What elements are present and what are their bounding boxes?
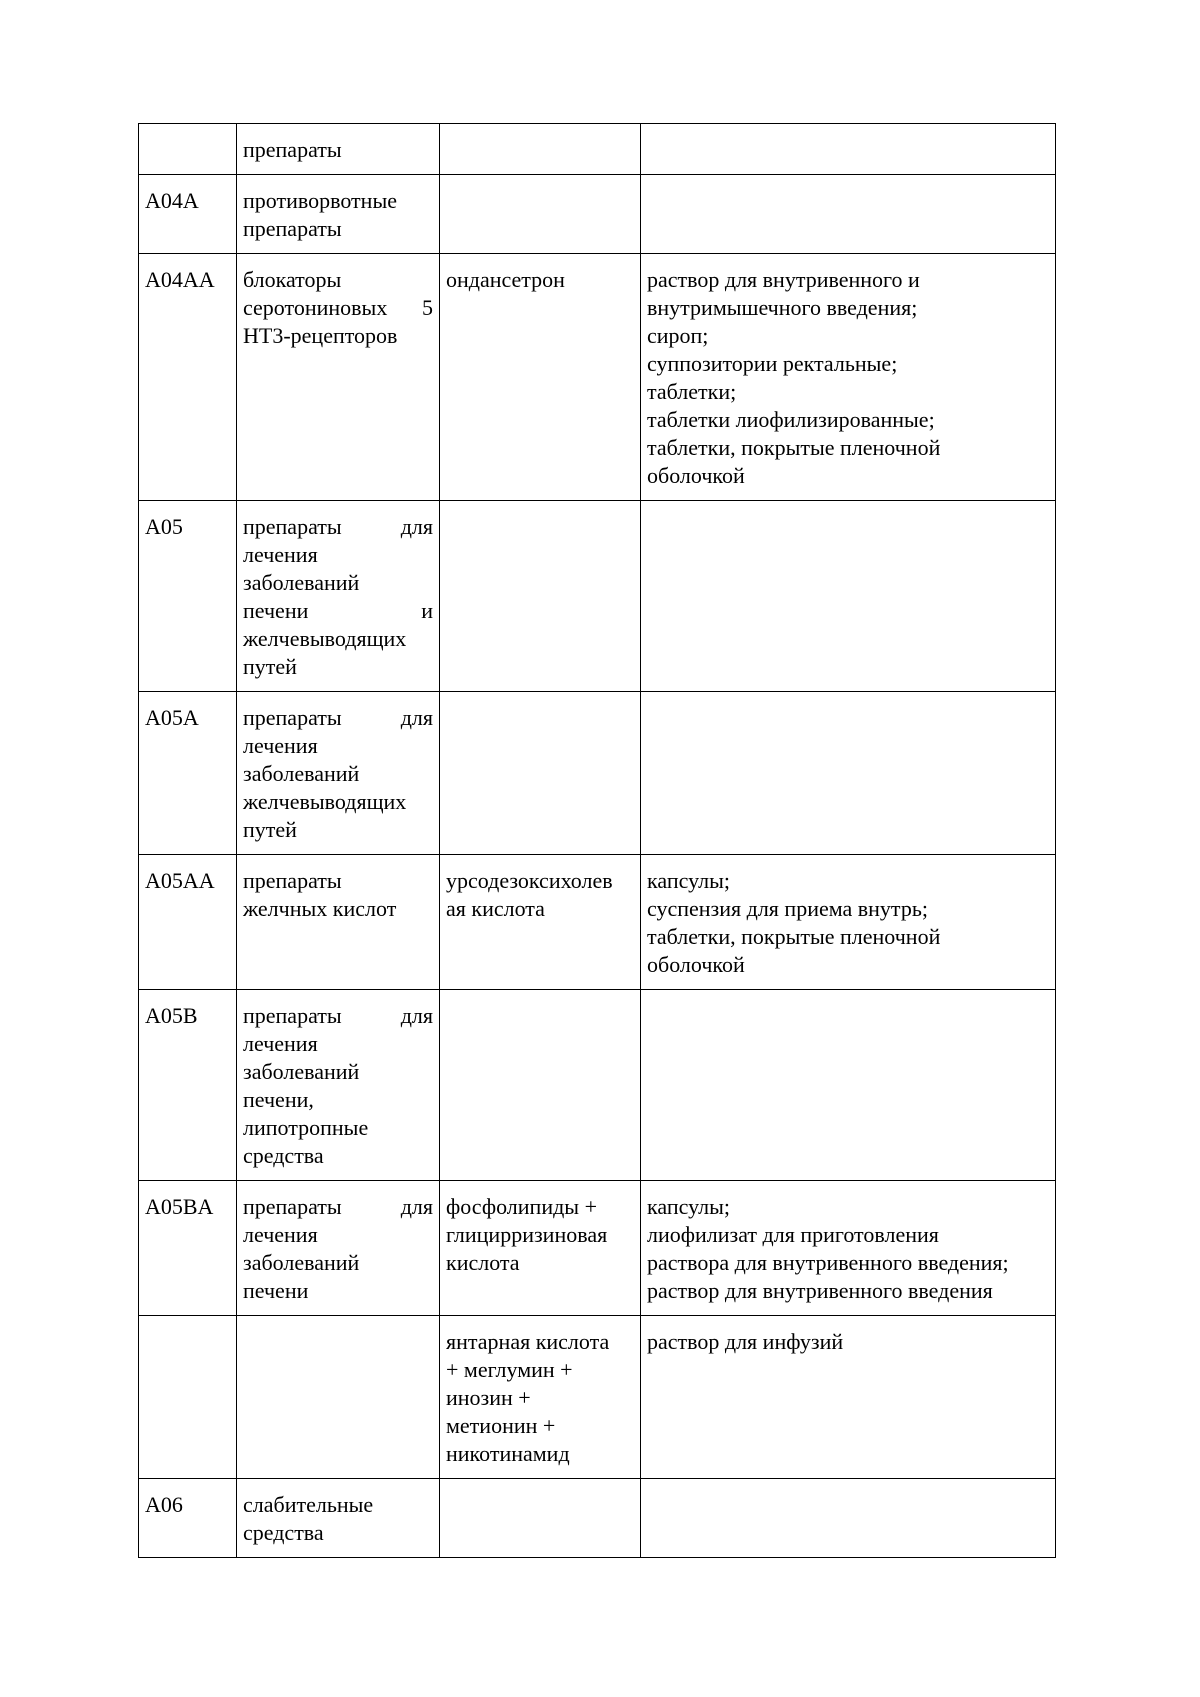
group-text-line: заболеваний	[243, 761, 360, 786]
drug-substance-cell: фосфолипиды + глицирризиновая кислота	[440, 1181, 641, 1316]
group-text-line: заболеваний	[243, 1250, 360, 1275]
drug-table	[138, 123, 1056, 1558]
dosage-form-cell	[641, 501, 1056, 692]
dosage-form-cell: капсулы; лиофилизат для приготовления раствора для внутривенного введения; раствор для внутривенного введения	[641, 1181, 1056, 1316]
drug-substance-cell	[440, 692, 641, 855]
anatomical-therapeutic-group-cell	[237, 254, 440, 501]
group-text-line: путей	[243, 817, 297, 842]
drug-substance-cell	[440, 990, 641, 1181]
atc-code-cell: A05BA	[139, 1181, 237, 1316]
atc-code-cell: A04A	[139, 175, 237, 254]
table-row	[139, 175, 1056, 254]
group-text-line: препараты для	[243, 1003, 433, 1028]
table-row	[139, 855, 1056, 990]
table-row	[139, 990, 1056, 1181]
group-text-line: лечения	[243, 733, 318, 758]
anatomical-therapeutic-group-cell	[237, 1181, 440, 1316]
atc-code-cell	[139, 124, 237, 175]
group-text-line: лечения	[243, 1222, 318, 1247]
atc-code-cell: A06	[139, 1479, 237, 1558]
group-text-line: печени	[243, 1278, 309, 1303]
table-row	[139, 1316, 1056, 1479]
dosage-form-cell	[641, 124, 1056, 175]
atc-code-cell	[139, 1316, 237, 1479]
group-text-line: HT3-рецепторов	[243, 323, 398, 348]
group-text-line: заболеваний	[243, 570, 360, 595]
dosage-form-cell: раствор для внутривенного и внутримышечного введения; сироп; суппозитории ректальные; таблетки; таблетки лиофилизированные; таблетки, покрытые пленочной оболочкой	[641, 254, 1056, 501]
anatomical-therapeutic-group-cell: препараты желчных кислот	[237, 855, 440, 990]
anatomical-therapeutic-group-cell: препараты	[237, 124, 440, 175]
group-text-line: лечения	[243, 1031, 318, 1056]
group-text-line: печени и	[243, 598, 433, 623]
drug-substance-cell	[440, 175, 641, 254]
anatomical-therapeutic-group-cell	[237, 501, 440, 692]
atc-code-cell: A04AA	[139, 254, 237, 501]
group-text-line: препараты для	[243, 705, 433, 730]
anatomical-therapeutic-group-cell	[237, 1316, 440, 1479]
group-text-line: печени,	[243, 1087, 314, 1112]
table-row	[139, 692, 1056, 855]
table-body	[139, 124, 1056, 1558]
group-text-line: препараты для	[243, 1194, 433, 1219]
table-row	[139, 1181, 1056, 1316]
dosage-form-cell: капсулы; суспензия для приема внутрь; таблетки, покрытые пленочной оболочкой	[641, 855, 1056, 990]
dosage-form-cell	[641, 175, 1056, 254]
dosage-form-cell: раствор для инфузий	[641, 1316, 1056, 1479]
drug-substance-cell: ондансетрон	[440, 254, 641, 501]
group-text-line: желчевыводящих	[243, 789, 407, 814]
group-text-line: путей	[243, 654, 297, 679]
table-row	[139, 124, 1056, 175]
atc-code-cell: A05	[139, 501, 237, 692]
group-text-line: заболеваний	[243, 1059, 360, 1084]
group-text-line: блокаторы	[243, 267, 342, 292]
drug-substance-cell	[440, 501, 641, 692]
group-text-line: желчевыводящих	[243, 626, 407, 651]
anatomical-therapeutic-group-cell	[237, 692, 440, 855]
group-text-line: лечения	[243, 542, 318, 567]
atc-code-cell: A05A	[139, 692, 237, 855]
table-row	[139, 501, 1056, 692]
table-row	[139, 1479, 1056, 1558]
group-text-line: препараты для	[243, 514, 433, 539]
dosage-form-cell	[641, 1479, 1056, 1558]
anatomical-therapeutic-group-cell	[237, 990, 440, 1181]
anatomical-therapeutic-group-cell: слабительные средства	[237, 1479, 440, 1558]
atc-code-cell: A05B	[139, 990, 237, 1181]
dosage-form-cell	[641, 990, 1056, 1181]
dosage-form-cell	[641, 692, 1056, 855]
anatomical-therapeutic-group-cell: противорвотные препараты	[237, 175, 440, 254]
drug-substance-cell: урсодезоксихолев ая кислота	[440, 855, 641, 990]
group-text-line: липотропные	[243, 1115, 369, 1140]
drug-substance-cell: янтарная кислота + меглумин + инозин + метионин + никотинамид	[440, 1316, 641, 1479]
group-text-line: средства	[243, 1143, 324, 1168]
table-row	[139, 254, 1056, 501]
atc-code-cell: A05AA	[139, 855, 237, 990]
drug-substance-cell	[440, 124, 641, 175]
group-text-line: серотониновых 5	[243, 295, 433, 320]
drug-substance-cell	[440, 1479, 641, 1558]
